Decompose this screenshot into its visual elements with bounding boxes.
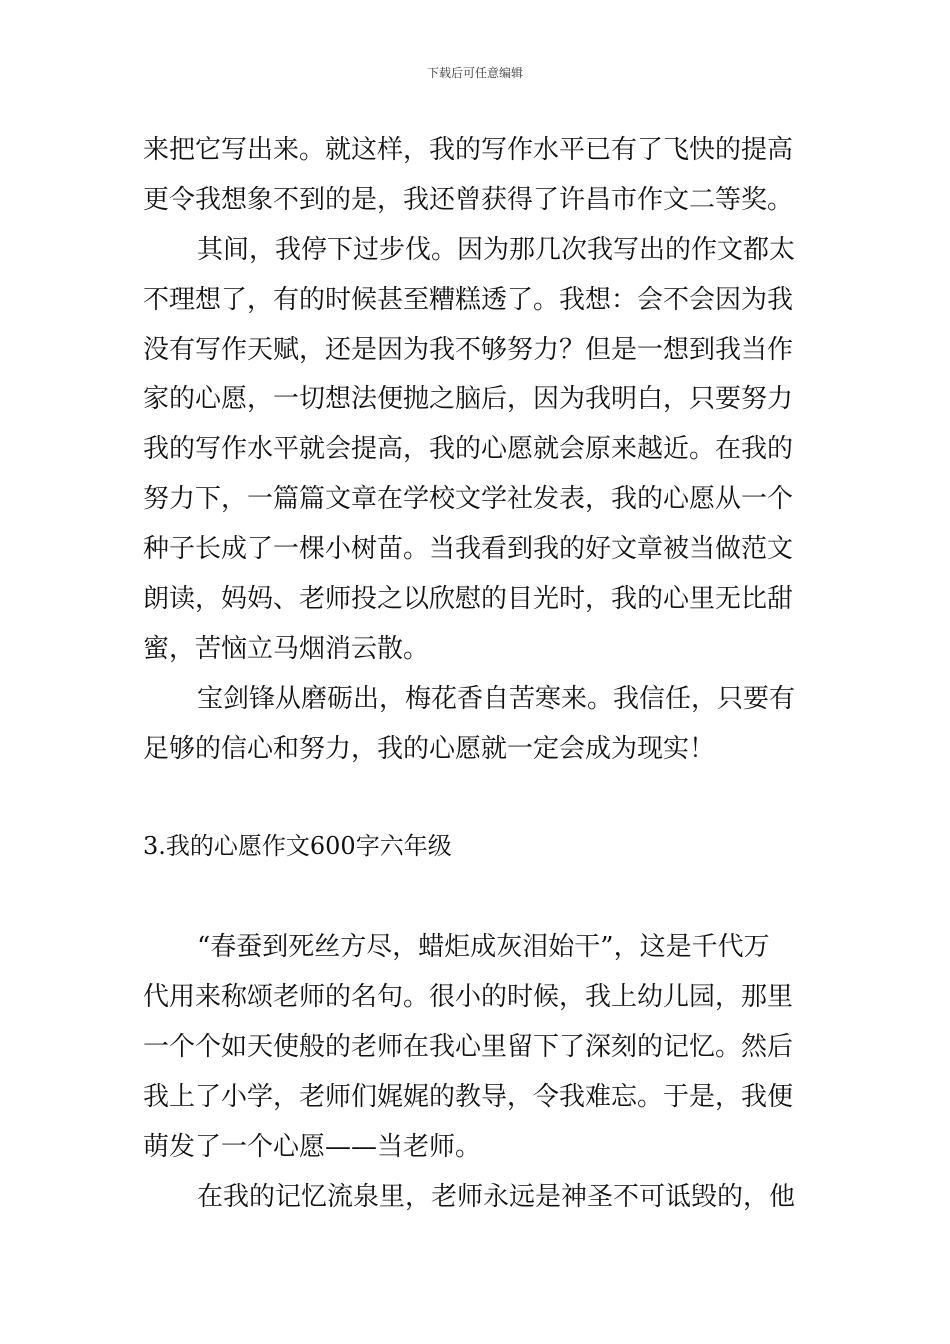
section-heading: 3.我的心愿作文600字六年级 [143,832,452,860]
text-line: 努力下，一篇篇文章在学校文学社发表，我的心愿从一个 [143,484,794,514]
text-line: 足够的信心和努力，我的心愿就一定会成为现实！ [143,734,716,764]
paragraph-first-line: “春蚕到死丝方尽，蜡炬成灰泪始干”，这是千代万 [197,932,770,962]
text-line: 不理想了，有的时候甚至糟糕透了。我想：会不会因为我 [143,285,794,315]
text-line: 种子长成了一棵小树苗。当我看到我的好文章被当做范文 [143,534,794,564]
text-line: 朗读，妈妈、老师投之以欣慰的目光时，我的心里无比甜 [143,584,794,614]
paragraph-first-line: 在我的记忆流泉里，老师永远是神圣不可诋毁的，他 [197,1182,796,1212]
text-line: 没有写作天赋，还是因为我不够努力？但是一想到我当作 [143,335,794,365]
text-line: 蜜，苦恼立马烟消云散。 [143,634,430,664]
text-line: 萌发了一个心愿——当老师。 [143,1132,482,1162]
paragraph-first-line: 宝剑锋从磨砺出，梅花香自苦寒来。我信任，只要有 [197,684,796,714]
text-line: 一个个如天使般的老师在我心里留下了深刻的记忆。然后 [143,1032,794,1062]
text-line: 我上了小学，老师们娓娓的教导，令我难忘。于是，我便 [143,1082,794,1112]
text-line: 我的写作水平就会提高，我的心愿就会原来越近。在我的 [143,434,794,464]
page-header: 下载后可任意编辑 [426,66,523,80]
text-line: 代用来称颂老师的名句。很小的时候，我上幼儿园，那里 [143,982,794,1012]
text-line: 更令我想象不到的是，我还曾获得了许昌市作文二等奖。 [143,185,794,215]
text-line: 家的心愿，一切想法便抛之脑后，因为我明白，只要努力 [143,384,794,414]
paragraph-first-line: 其间，我停下过步伐。因为那几次我写出的作文都太 [197,235,796,265]
text-line: 来把它写出来。就这样，我的写作水平已有了飞快的提高 [143,135,794,165]
